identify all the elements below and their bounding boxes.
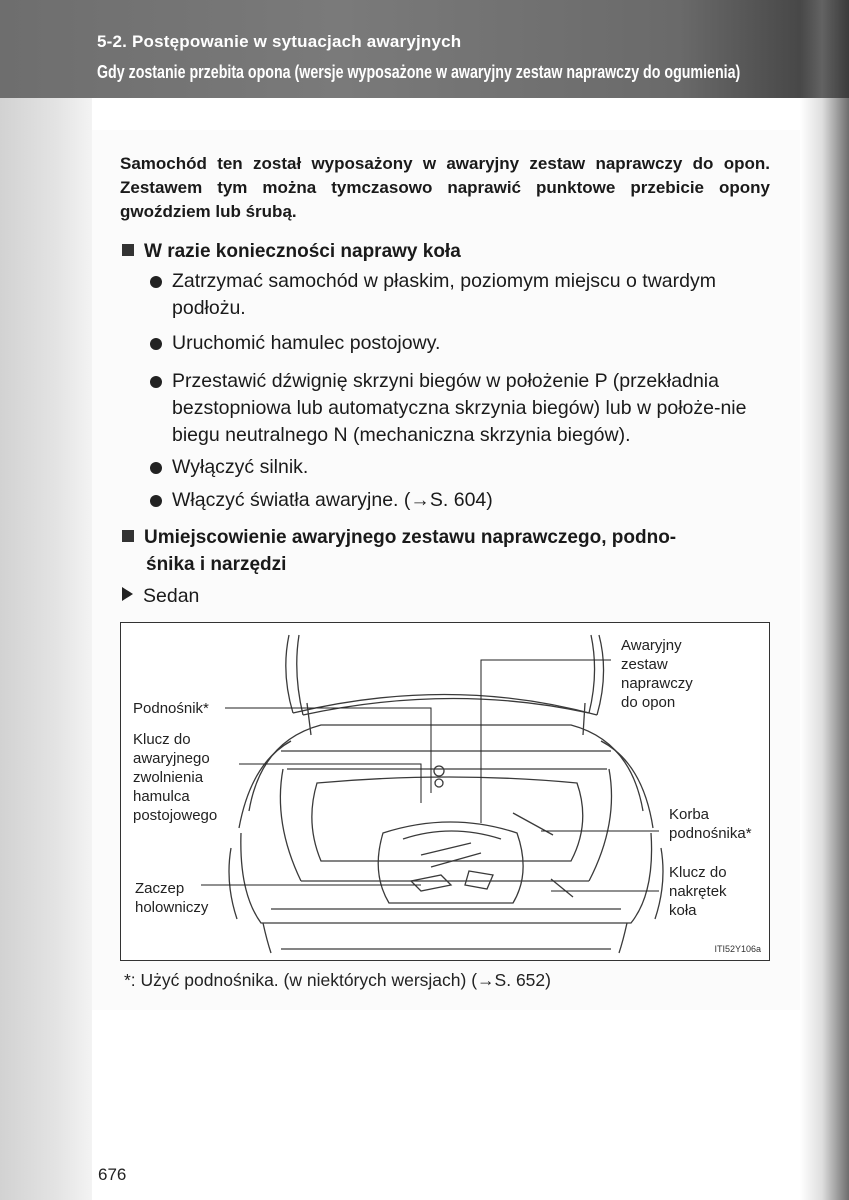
page-edge-shadow bbox=[800, 0, 849, 1200]
page-header bbox=[0, 0, 849, 98]
section-heading-repair bbox=[122, 238, 782, 265]
page-title: Gdy zostanie przebita opona (wersje wyposażone w awaryjny zestaw naprawczy do ogumienia) bbox=[97, 62, 741, 82]
square-bullet-icon bbox=[122, 244, 134, 256]
section-heading-repair-text: W razie konieczności naprawy koła bbox=[144, 241, 461, 262]
bullet-dot-icon bbox=[150, 276, 162, 288]
bullet-dot-icon bbox=[150, 338, 162, 350]
footnote: *: Użyć podnośnika. (w niektórych wersjach) (→S. 652) bbox=[124, 970, 551, 990]
list-item-text: Uruchomić hamulec postojowy. bbox=[172, 332, 441, 354]
label-jack-handle: Korba podnośnika* bbox=[669, 806, 752, 842]
bullet-dot-icon bbox=[150, 462, 162, 474]
label-repair-kit: Awaryjny zestaw naprawczy do opon bbox=[621, 637, 693, 711]
list-item bbox=[150, 330, 775, 357]
page-number: 676 bbox=[98, 1165, 127, 1184]
list-item-text: Przestawić dźwignię skrzyni biegów w położenie P (przekładnia bezstopniowa lub automatyczna skrzynia biegów) lub w położe-nie biegu neutralnego N (mechaniczna skrzynia biegów). bbox=[172, 370, 747, 446]
list-item-text: Włączyć światła awaryjne. (→S. 604) bbox=[172, 489, 493, 511]
list-item bbox=[150, 268, 775, 322]
list-item bbox=[150, 487, 775, 514]
figure-code: ITI52Y106a bbox=[714, 944, 761, 954]
list-item bbox=[150, 368, 775, 449]
list-item-text: Wyłączyć silnik. bbox=[172, 456, 309, 478]
list-item bbox=[150, 454, 775, 481]
left-margin-strip bbox=[0, 98, 92, 1200]
triangle-arrow-icon bbox=[122, 587, 133, 601]
label-jack: Podnośnik* bbox=[133, 700, 209, 717]
variant-label bbox=[122, 583, 199, 610]
bullet-dot-icon bbox=[150, 376, 162, 388]
section-title: 5-2. Postępowanie w sytuacjach awaryjnych bbox=[97, 32, 462, 51]
section-heading-location-line2: śnika i narzędzi bbox=[146, 554, 287, 575]
variant-text: Sedan bbox=[143, 585, 200, 607]
intro-paragraph: Samochód ten został wyposażony w awaryjny zestaw naprawczy do opon. Zestawem tym można tymczasowo naprawić punktowe przebicie opony gwoździem lub śrubą. bbox=[120, 154, 770, 221]
section-heading-location bbox=[122, 524, 782, 578]
bullet-dot-icon bbox=[150, 495, 162, 507]
label-wheel-wrench: Klucz do nakrętek koła bbox=[669, 864, 727, 919]
list-item-text: Zatrzymać samochód w płaskim, poziomym miejscu o twardym podłożu. bbox=[172, 270, 716, 319]
square-bullet-icon bbox=[122, 530, 134, 542]
section-heading-location-line1: Umiejscowienie awaryjnego zestawu naprawczego, podno- bbox=[144, 527, 677, 548]
trunk-illustration bbox=[120, 622, 770, 961]
label-tow-hook: Zaczep holowniczy bbox=[135, 880, 209, 916]
label-brake-release-key: Klucz do awaryjnego zwolnienia hamulca postojowego bbox=[133, 731, 218, 824]
